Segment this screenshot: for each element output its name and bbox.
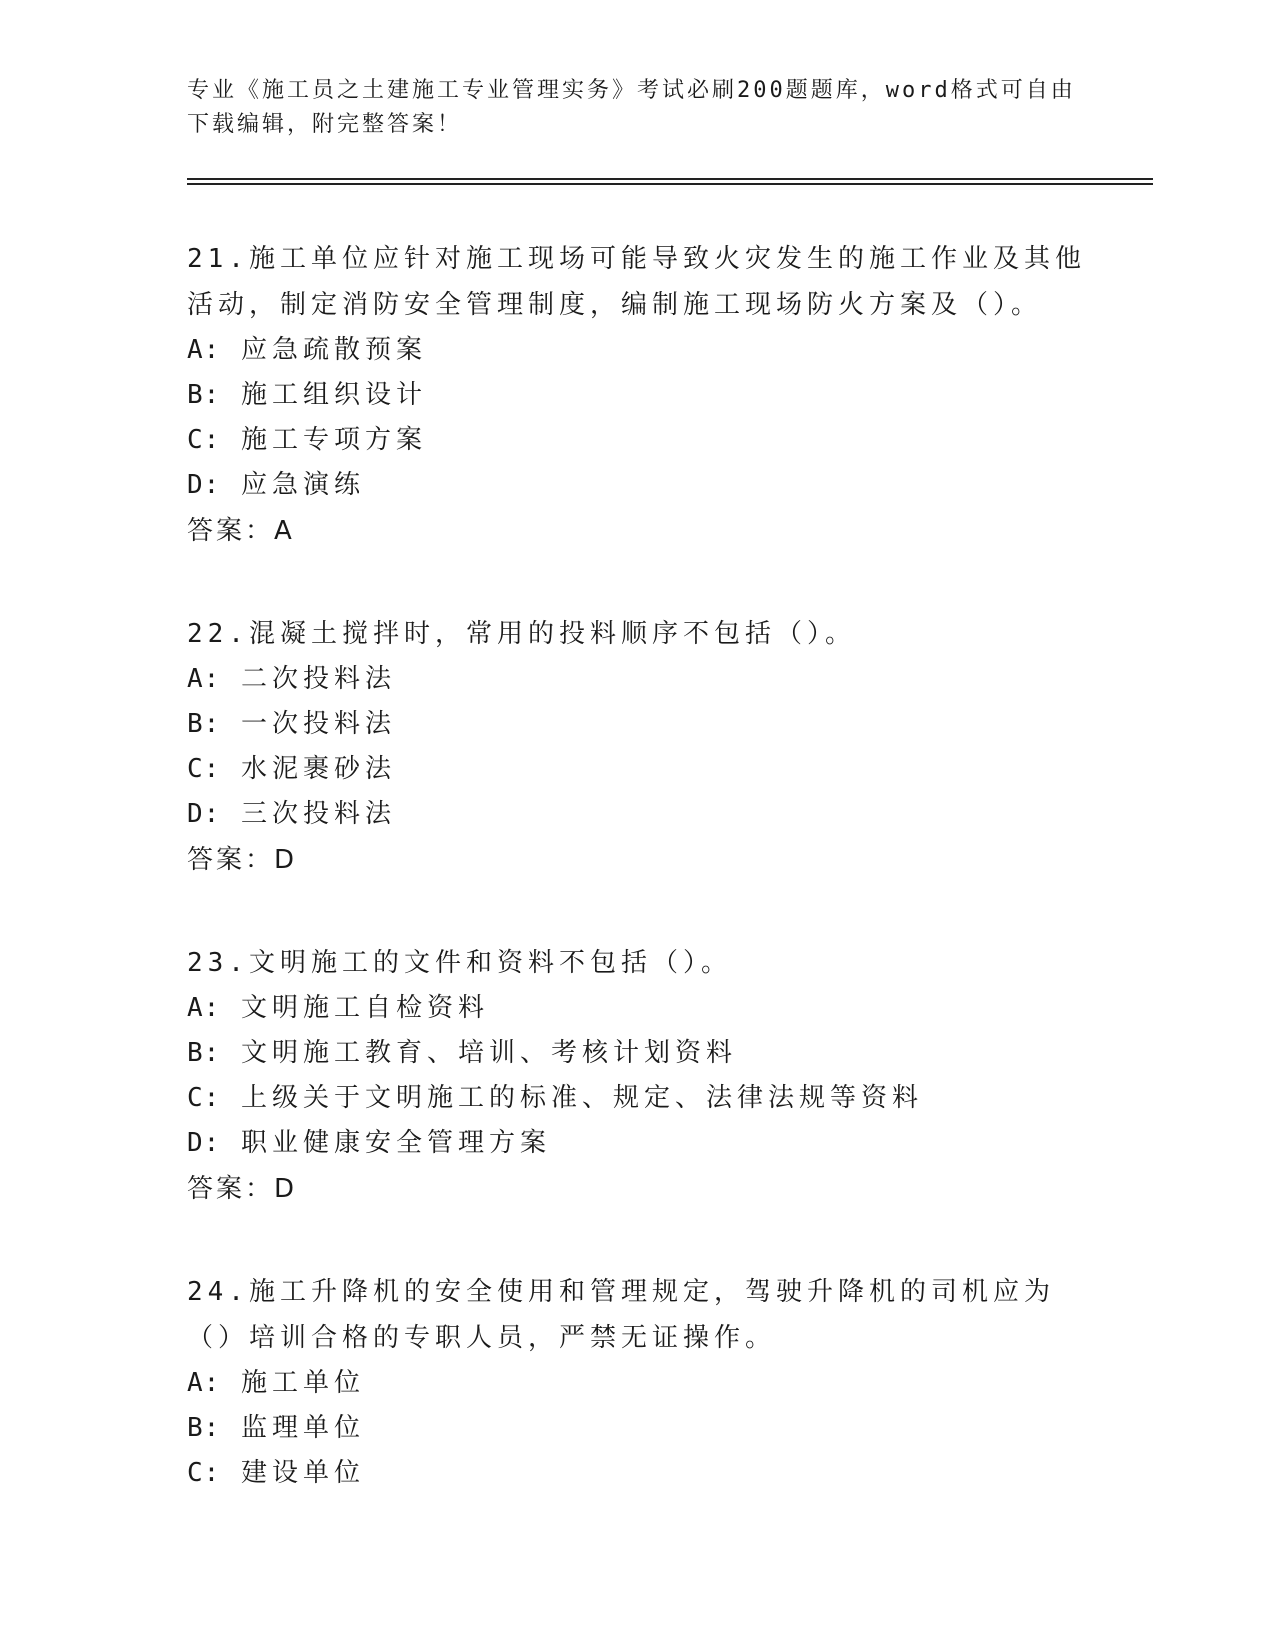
option-key: B: [187,1038,221,1068]
option-text: 建设单位 [240,1458,365,1488]
option-text: 上级关于文明施工的标准、规定、法律法规等资料 [240,1083,923,1113]
option-key: C: [187,754,221,784]
question-21 [187,236,1087,554]
option-a [187,986,1087,1031]
question-list [187,236,1087,1553]
option-a [187,657,1087,702]
question-stem: 21.施工单位应针对施工现场可能导致火灾发生的施工作业及其他活动，制定消防安全管理制度，编制施工现场防火方案及（）。 [187,244,1086,320]
question-23 [187,940,1087,1212]
option-key: A: [187,664,221,694]
question-24 [187,1269,1087,1496]
answer-line: 答案：D [187,1174,298,1204]
answer-line: 答案：D [187,845,298,875]
option-c [187,747,1087,792]
option-key: C: [187,425,221,455]
question-stem: 23.文明施工的文件和资料不包括（）。 [187,948,732,978]
option-c [187,1076,1087,1121]
option-b [187,1031,1087,1076]
document-header: 专业《施工员之土建施工专业管理实务》考试必刷200题题库，word格式可自由下载编辑，附完整答案！ [187,78,1076,137]
option-key: D: [187,1128,221,1158]
option-text: 文明施工教育、培训、考核计划资料 [240,1038,737,1068]
option-key: D: [187,799,221,829]
option-b [187,1406,1087,1451]
option-key: C: [187,1458,221,1488]
header-rule-top [187,178,1153,180]
option-text: 应急演练 [240,470,365,500]
option-d [187,463,1087,508]
option-b [187,373,1087,418]
option-key: B: [187,380,221,410]
question-stem: 22.混凝土搅拌时，常用的投料顺序不包括（）。 [187,619,856,649]
option-key: B: [187,1413,221,1443]
option-key: A: [187,335,221,365]
option-text: 三次投料法 [240,799,396,829]
answer-line: 答案：A [187,516,295,546]
option-key: C: [187,1083,221,1113]
option-text: 施工专项方案 [240,425,427,455]
option-text: 应急疏散预案 [240,335,427,365]
option-text: 施工组织设计 [240,380,427,410]
option-text: 水泥裹砂法 [240,754,396,784]
question-stem: 24.施工升降机的安全使用和管理规定，驾驶升降机的司机应为（）培训合格的专职人员，严禁无证操作。 [187,1277,1055,1353]
option-text: 一次投料法 [240,709,396,739]
option-text: 二次投料法 [240,664,396,694]
question-22 [187,611,1087,883]
option-d [187,792,1087,837]
option-key: A: [187,1368,221,1398]
option-key: D: [187,470,221,500]
option-text: 文明施工自检资料 [240,993,489,1023]
option-a [187,1361,1087,1406]
option-a [187,328,1087,373]
option-text: 监理单位 [240,1413,365,1443]
option-key: A: [187,993,221,1023]
option-d [187,1121,1087,1166]
option-c [187,1451,1087,1496]
option-c [187,418,1087,463]
option-b [187,702,1087,747]
option-key: B: [187,709,221,739]
header-rule-bottom [187,183,1153,185]
option-text: 施工单位 [240,1368,365,1398]
option-text: 职业健康安全管理方案 [240,1128,551,1158]
